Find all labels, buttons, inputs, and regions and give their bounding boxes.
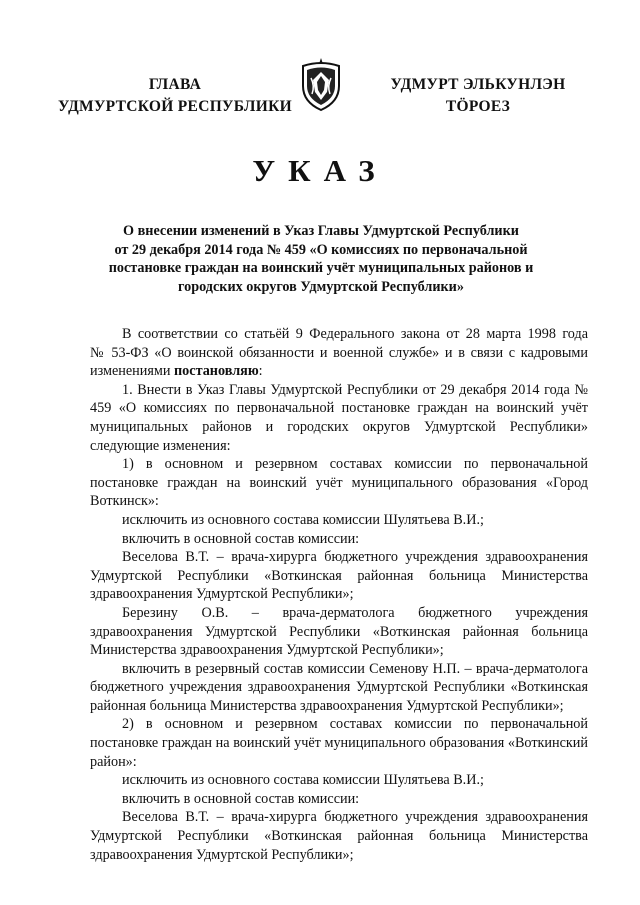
- issuer-russian-line1: ГЛАВА: [148, 76, 202, 93]
- preamble-paragraph: [90, 325, 588, 381]
- include-reserve-line: включить в резервный состав комиссии Семенову Н.П. – врача-дерматолога бюджетного учреждения здравоохранения Удмуртской Республики «Воткинская районная больница Министерства здравоохранения Удмуртской Республики»;: [90, 660, 588, 714]
- exclude-line: исключить из основного состава комиссии Шулятьева В.И.;: [122, 772, 484, 789]
- item-1-2: 2) в основном и резервном составах комиссии по первоначальной постановке граждан на воинский учёт муниципального образования «Воткинский район»:: [90, 716, 588, 770]
- member-veselova: Веселова В.Т. – врача-хирурга бюджетного учреждения здравоохранения Удмуртской Республики «Воткинская районная больница Министерства здравоохранения Удмуртской Республики»;: [90, 549, 588, 603]
- coat-of-arms-icon: [299, 56, 343, 112]
- document-title: УКАЗ: [252, 153, 388, 188]
- member-veselova: Веселова В.Т. – врача-хирурга бюджетного учреждения здравоохранения Удмуртской Республики «Воткинская районная больница Министерства здравоохранения Удмуртской Республики»;: [90, 809, 588, 863]
- document-subject: [95, 222, 547, 296]
- item-1-1: 1) в основном и резервном составах комиссии по первоначальной постановке граждан на воинский учёт муниципального образования «Город Воткинск»:: [90, 456, 588, 510]
- subject-line: постановке граждан на воинский учёт муниципальных районов и: [108, 260, 534, 276]
- document-body: [90, 325, 588, 864]
- issuer-russian-line2: УДМУРТСКОЙ РЕСПУБЛИКИ: [57, 98, 292, 115]
- issuer-udmurt-line2: ТӦРОЕЗ: [445, 98, 511, 115]
- member-berezina: Березину О.В. – врача-дерматолога бюджетного учреждения здравоохранения Удмуртской Республики «Воткинская районная больница Министерства здравоохранения Удмуртской Республики»;: [90, 604, 588, 659]
- subject-line: О внесении изменений в Указ Главы Удмуртской Республики: [123, 223, 519, 239]
- subject-line: городских округов Удмуртской Республики»: [178, 278, 464, 295]
- decree-keyword: постановляю: [174, 363, 259, 380]
- preamble-line: В соответствии со статьёй 9 Федерального закона от 28 марта 1998 года: [122, 326, 588, 342]
- issuer-udmurt: [378, 74, 578, 118]
- issuer-russian: [55, 74, 295, 118]
- subject-line: от 29 декабря 2014 года № 459 «О комиссиях по первоначальной: [114, 241, 528, 258]
- item-1: 1. Внести в Указ Главы Удмуртской Республики от 29 декабря 2014 года № 459 «О комиссиях по первоначальной постановке граждан на воинский учёт муниципальных районов и городских округов Удмуртской Республики» следующие изменения:: [90, 381, 588, 454]
- preamble-line: № 53-ФЗ «О воинской обязанности и военной службе» и в связи с кадровыми: [90, 344, 588, 361]
- issuer-udmurt-line1: УДМУРТ ЭЛЬКУНЛЭН: [390, 76, 566, 93]
- preamble-text: изменениями: [90, 363, 174, 380]
- include-main-line: включить в основной состав комиссии:: [122, 530, 360, 547]
- preamble-colon: :: [258, 363, 263, 380]
- preamble-line: [90, 362, 588, 381]
- exclude-line: исключить из основного состава комиссии Шулятьева В.И.;: [122, 511, 484, 528]
- include-main-line: включить в основной состав комиссии:: [122, 790, 360, 807]
